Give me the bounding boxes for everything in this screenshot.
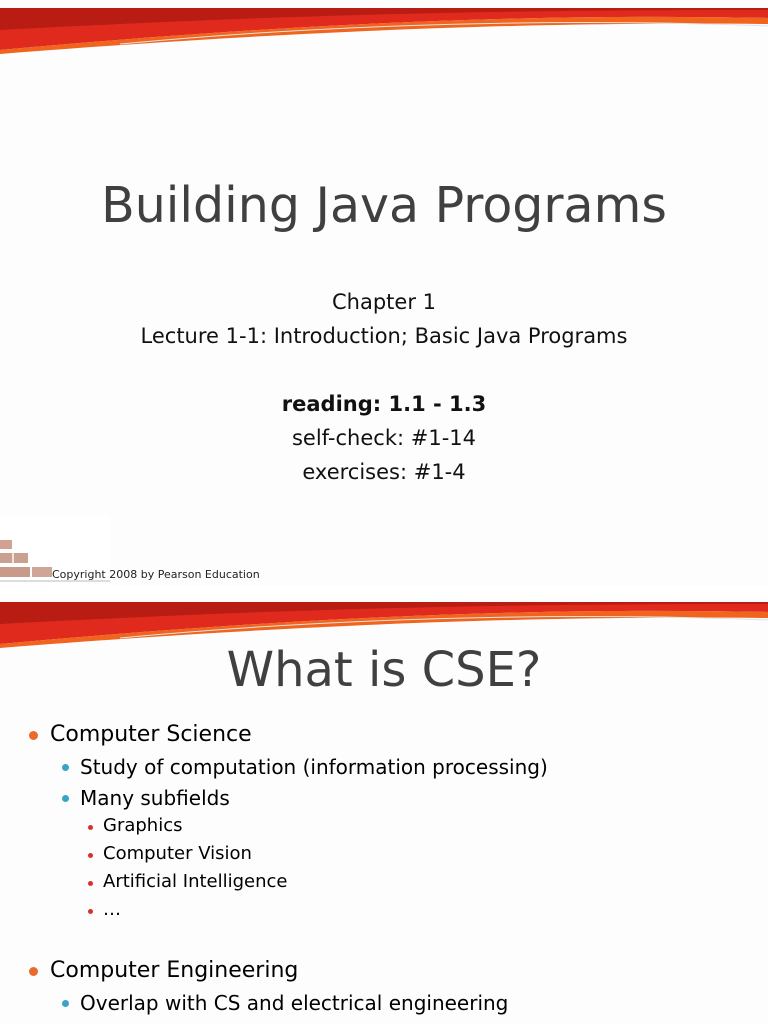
bullet-computer-engineering: Computer Engineering <box>50 958 299 983</box>
bullet-overlap: Overlap with CS and electrical engineering <box>80 991 509 1015</box>
bullet-artificial-intelligence: Artificial Intelligence <box>103 871 288 892</box>
bullet-icon <box>88 909 93 914</box>
copyright-text: Copyright 2008 by Pearson Education <box>52 568 260 581</box>
lecture-label: Lecture 1-1: Introduction; Basic Java Programs <box>140 324 628 348</box>
bullet-icon <box>88 825 93 830</box>
bullet-icon <box>88 853 93 858</box>
bullet-icon <box>29 967 38 976</box>
bullet-computer-science: Computer Science <box>50 722 252 747</box>
self-check-label: self-check: #1-14 <box>291 426 476 450</box>
slide-gap <box>0 586 768 598</box>
bullet-ellipsis: … <box>103 899 121 920</box>
bullet-icon <box>88 881 93 886</box>
bullet-computer-vision: Computer Vision <box>103 843 252 864</box>
header-swoosh-graphic <box>0 0 768 60</box>
bullet-icon <box>29 731 38 740</box>
bullet-icon <box>62 795 69 802</box>
bullet-graphics: Graphics <box>103 815 183 836</box>
bullet-icon <box>62 1000 69 1007</box>
slide-title: What is CSE? <box>226 642 542 698</box>
bullet-study-of-computation: Study of computation (information processing) <box>80 755 548 779</box>
reading-label: reading: 1.1 - 1.3 <box>281 392 487 416</box>
bullet-many-subfields: Many subfields <box>80 786 230 810</box>
presentation-title: Building Java Programs <box>101 177 667 234</box>
bullet-icon <box>62 764 69 771</box>
chapter-label: Chapter 1 <box>332 290 436 314</box>
slide-what-is-cse <box>0 598 768 1024</box>
exercises-label: exercises: #1-4 <box>302 460 466 484</box>
